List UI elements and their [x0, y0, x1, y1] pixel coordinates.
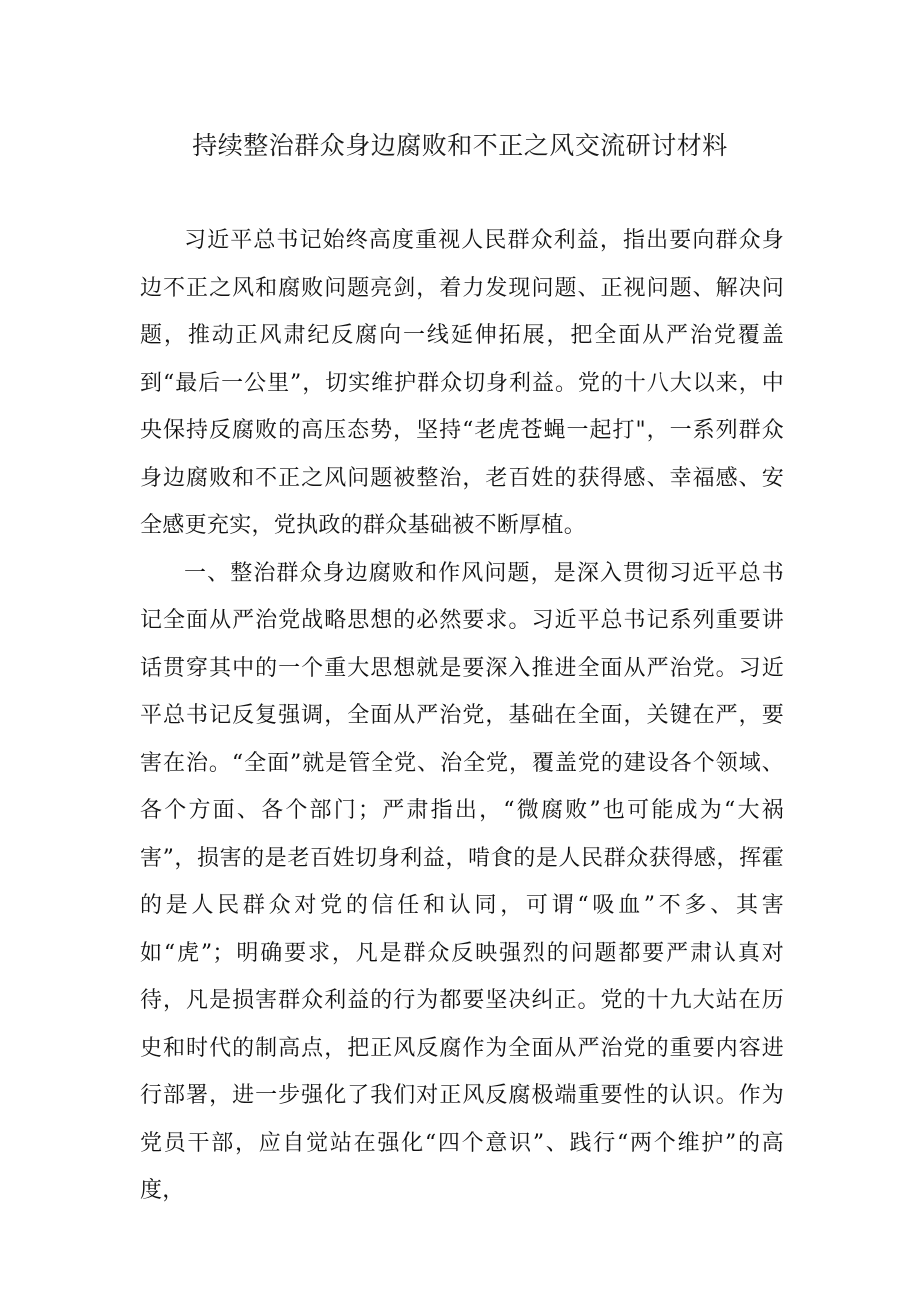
document-title: 持续整治群众身边腐败和不正之风交流研讨材料: [192, 131, 728, 160]
paragraph-section-one: 一、整治群众身边腐败和作风问题，是深入贯彻习近平总书记全面从严治党战略思想的必然要求。习近平总书记系列重要讲话贯穿其中的一个重大思想就是要深入推进全面从严治党。习近平总书记反复强调，全面从严治党，基础在全面，关键在严，要害在治。“全面”就是管全党、治全党，覆盖党的建设各个领域、各个方面、各个部门；严肃指出，“微腐败”也可能成为“大祸害”，损害的是老百姓切身利益，啃食的是人民群众获得感，挥霍的是人民群众对党的信任和认同，可谓“吸血”不多、其害如“虎”；明确要求，凡是群众反映强烈的问题都要严肃认真对待，凡是损害群众利益的行为都要坚决纠正。党的十九大站在历史和时代的制高点，把正风反腐作为全面从严治党的重要内容进行部署，进一步强化了我们对正风反腐极端重要性的认识。作为党员干部，应自觉站在强化“四个意识”、践行“两个维护”的高度，: [140, 560, 784, 1203]
paragraph-intro: 习近平总书记始终高度重视人民群众利益，指出要向群众身边不正之风和腐败问题亮剑，着力发现问题、正视问题、解决问题，推动正风肃纪反腐向一线延伸拓展，把全面从严治党覆盖到“最后一公里”，切实维护群众切身利益。党的十八大以来，中央保持反腐败的高压态势，坚持“老虎苍蝇一起打"，一系列群众身边腐败和不正之风问题被整治，老百姓的获得感、幸福感、安全感更充实，党执政的群众基础被不断厚植。: [140, 228, 784, 538]
document-body: [140, 217, 784, 1215]
